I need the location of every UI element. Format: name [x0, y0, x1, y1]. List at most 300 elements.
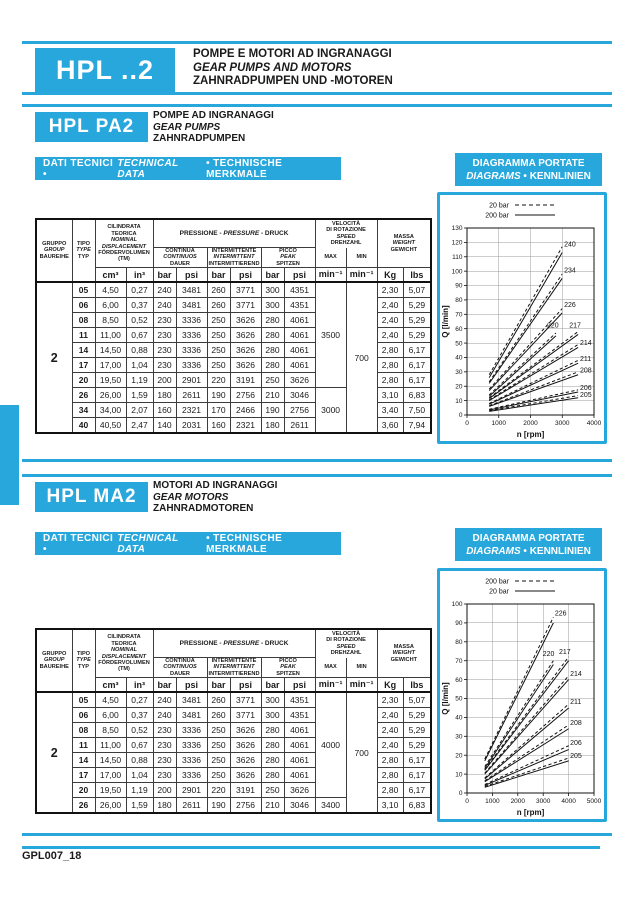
value-cell: 3626 — [230, 738, 261, 753]
diagram-header-line2 — [455, 170, 602, 183]
unit-header: min⁻¹ — [346, 268, 377, 283]
divider — [22, 833, 612, 836]
ma2-badge: HPL MA2 — [35, 482, 148, 512]
value-cell: 2611 — [176, 388, 207, 403]
series-solid-211 — [485, 708, 569, 779]
value-cell: 260 — [207, 692, 230, 708]
diagram-header-line1: DIAGRAMMA PORTATE — [472, 157, 585, 169]
value-cell: 0,27 — [126, 692, 153, 708]
x-tick-label: 0 — [465, 420, 469, 427]
unit-header: lbs — [403, 678, 431, 693]
value-cell: 280 — [261, 768, 284, 783]
value-cell: 19,50 — [95, 373, 126, 388]
value-cell: 6,17 — [403, 343, 431, 358]
unit-header: psi — [230, 268, 261, 283]
series-dashed-205 — [485, 758, 569, 786]
value-cell: 5,07 — [403, 692, 431, 708]
text-line: ZAHNRADMOTOREN — [153, 503, 254, 514]
x-tick-label: 3000 — [535, 798, 551, 805]
ma2-flow-chart — [440, 571, 604, 819]
group-cell: 2 — [36, 282, 72, 433]
value-cell: 4061 — [284, 723, 315, 738]
value-cell: 3336 — [176, 738, 207, 753]
value-cell: 2,30 — [377, 692, 403, 708]
value-cell: 280 — [261, 738, 284, 753]
unit-header: bar — [261, 268, 284, 283]
value-cell: 3481 — [176, 298, 207, 313]
x-tick-label: 2000 — [523, 420, 538, 427]
col-header-picco: PICCO PEAK SPITZEN — [261, 658, 315, 678]
col-header-cilindrata: CILINDRATA TEORICA NOMINAL DISPLACEMENT FÖRDERVOLUMEN (TM) — [95, 629, 153, 678]
value-cell: 3626 — [230, 768, 261, 783]
value-cell: 0,27 — [126, 282, 153, 298]
value-cell: 20 — [72, 373, 95, 388]
value-cell: 3191 — [230, 783, 261, 798]
col-header-continua: CONTINUA CONTINUOS DAUER — [153, 658, 207, 678]
value-cell: 250 — [207, 328, 230, 343]
series-dashed-214 — [489, 345, 578, 400]
legend-label: 20 bar — [489, 202, 509, 210]
col-header-cilindrata: CILINDRATA TEORICA NOMINAL DISPLACEMENT FÖRDERVOLUMEN (TM) — [95, 219, 153, 268]
value-cell: 2901 — [176, 783, 207, 798]
value-cell: 3481 — [176, 282, 207, 298]
value-cell: 2,40 — [377, 328, 403, 343]
value-cell: 280 — [261, 313, 284, 328]
unit-header: min⁻¹ — [315, 678, 346, 693]
value-cell: 2,80 — [377, 768, 403, 783]
value-cell: 1,59 — [126, 388, 153, 403]
value-cell: 3,40 — [377, 403, 403, 418]
value-cell: 260 — [207, 708, 230, 723]
unit-header: lbs — [403, 268, 431, 283]
value-cell: 4061 — [284, 738, 315, 753]
value-cell: 08 — [72, 723, 95, 738]
y-tick-label: 120 — [451, 239, 463, 247]
value-cell: 3336 — [176, 328, 207, 343]
value-cell: 3191 — [230, 373, 261, 388]
series-label: 217 — [558, 649, 571, 657]
series-label: 211 — [570, 699, 582, 707]
value-cell: 0,52 — [126, 723, 153, 738]
value-cell: 4,50 — [95, 282, 126, 298]
series-solid-220 — [489, 336, 556, 396]
series-label: 206 — [580, 384, 592, 392]
value-cell: 280 — [261, 358, 284, 373]
text-segment: TECHNICAL DATA — [117, 532, 179, 555]
value-cell: 180 — [261, 418, 284, 434]
ma2-title — [153, 480, 277, 515]
divider — [22, 846, 600, 849]
value-cell: 3771 — [230, 692, 261, 708]
value-cell: 3771 — [230, 298, 261, 313]
text-line: MOTORI AD INGRANAGGI — [153, 480, 278, 491]
col-header-tipo: TIPO TYPE TYP — [72, 629, 95, 692]
y-tick-label: 50 — [455, 695, 463, 703]
col-header-pressione: PRESSIONE - PRESSURE - DRUCK — [153, 629, 315, 658]
unit-header: psi — [176, 678, 207, 693]
page-side-tab — [0, 405, 19, 505]
value-cell: 0,37 — [126, 298, 153, 313]
col-header-gruppo: GRUPPO GROUP BAUREIHE — [36, 219, 72, 282]
y-tick-label: 60 — [455, 325, 463, 333]
pa2-tech-data-bar — [35, 157, 341, 180]
x-axis-label: n [rpm] — [516, 430, 545, 439]
value-cell: 230 — [153, 723, 176, 738]
col-header-picco: PICCO PEAK SPITZEN — [261, 248, 315, 268]
value-cell: 0,67 — [126, 328, 153, 343]
x-tick-label: 3000 — [555, 420, 570, 427]
value-cell: 190 — [207, 798, 230, 814]
max-speed-cell: 4000 — [315, 692, 346, 798]
value-cell: 3626 — [230, 313, 261, 328]
unit-header: min⁻¹ — [315, 268, 346, 283]
series-label: 226 — [564, 302, 576, 310]
value-cell: 2,80 — [377, 358, 403, 373]
ma2-diagram-header — [455, 528, 602, 561]
text-segment: • KENNLINIEN — [520, 545, 591, 557]
value-cell: 5,29 — [403, 298, 431, 313]
y-tick-label: 30 — [455, 369, 463, 377]
y-tick-label: 80 — [455, 639, 463, 646]
divider — [22, 459, 612, 462]
value-cell: 05 — [72, 692, 95, 708]
col-header-max: MAX — [315, 658, 346, 678]
value-cell: 17 — [72, 768, 95, 783]
value-cell: 250 — [261, 373, 284, 388]
value-cell: 220 — [207, 373, 230, 388]
col-header-gruppo: GRUPPO GROUP BAUREIHE — [36, 629, 72, 692]
text-segment: TECHNICAL DATA — [117, 157, 179, 180]
table-row — [36, 692, 431, 708]
value-cell: 3626 — [284, 373, 315, 388]
value-cell: 3,10 — [377, 388, 403, 403]
value-cell: 26 — [72, 798, 95, 814]
series-label: 214 — [570, 670, 582, 678]
value-cell: 200 — [153, 783, 176, 798]
max-speed-cell: 3500 — [315, 282, 346, 388]
y-tick-label: 80 — [455, 297, 463, 305]
unit-header: cm³ — [95, 678, 126, 693]
value-cell: 230 — [153, 313, 176, 328]
y-tick-label: 100 — [451, 601, 463, 609]
value-cell: 40,50 — [95, 418, 126, 434]
value-cell: 05 — [72, 282, 95, 298]
value-cell: 3626 — [230, 343, 261, 358]
series-label: 208 — [580, 367, 592, 375]
value-cell: 6,17 — [403, 783, 431, 798]
value-cell: 2756 — [284, 403, 315, 418]
value-cell: 4061 — [284, 328, 315, 343]
value-cell: 3626 — [230, 358, 261, 373]
value-cell: 240 — [153, 298, 176, 313]
value-cell: 5,29 — [403, 738, 431, 753]
value-cell: 08 — [72, 313, 95, 328]
value-cell: 1,04 — [126, 768, 153, 783]
y-tick-label: 20 — [455, 752, 463, 760]
series-label: 214 — [580, 340, 592, 348]
value-cell: 160 — [207, 418, 230, 434]
text-segment: • KENNLINIEN — [520, 170, 591, 182]
value-cell: 4351 — [284, 708, 315, 723]
series-label: 205 — [570, 753, 582, 761]
divider — [22, 92, 612, 95]
value-cell: 3626 — [230, 753, 261, 768]
x-tick-label: 4000 — [561, 798, 576, 805]
value-cell: 300 — [261, 282, 284, 298]
value-cell: 5,29 — [403, 313, 431, 328]
value-cell: 2,07 — [126, 403, 153, 418]
value-cell: 2611 — [176, 798, 207, 814]
value-cell: 2,47 — [126, 418, 153, 434]
unit-header: min⁻¹ — [346, 678, 377, 693]
y-axis-label: Q [l/min] — [441, 682, 450, 715]
value-cell: 280 — [261, 343, 284, 358]
value-cell: 2,80 — [377, 783, 403, 798]
value-cell: 2,40 — [377, 313, 403, 328]
value-cell: 06 — [72, 298, 95, 313]
value-cell: 4,50 — [95, 692, 126, 708]
text-segment: DATI TECNICI • — [43, 532, 114, 555]
y-tick-label: 30 — [455, 733, 463, 741]
value-cell: 250 — [207, 358, 230, 373]
ma2-tech-data-bar — [35, 532, 341, 555]
value-cell: 250 — [207, 768, 230, 783]
value-cell: 230 — [153, 753, 176, 768]
value-cell: 3046 — [284, 798, 315, 814]
value-cell: 26,00 — [95, 388, 126, 403]
value-cell: 6,17 — [403, 373, 431, 388]
col-header-continua: CONTINUA CONTINUOS DAUER — [153, 248, 207, 268]
legend-label: 200 bar — [485, 212, 509, 220]
series-solid-208 — [489, 375, 578, 407]
value-cell: 3336 — [176, 313, 207, 328]
text-segment: • TECHNISCHE MERKMALE — [206, 157, 283, 180]
document-code: GPL007_18 — [22, 850, 82, 862]
value-cell: 8,50 — [95, 723, 126, 738]
col-header-intermittente: INTERMITTENTE INTERMITTENT INTERMITTIEREND — [208, 248, 260, 267]
value-cell: 4061 — [284, 313, 315, 328]
y-tick-label: 90 — [455, 620, 463, 628]
value-cell: 34 — [72, 403, 95, 418]
text-line: ZAHNRADPUMPEN — [153, 133, 246, 144]
value-cell: 2,80 — [377, 373, 403, 388]
series-solid-234 — [489, 278, 562, 383]
y-axis-label: Q [l/min] — [441, 305, 450, 338]
text-line: ZAHNRADPUMPEN UND -MOTOREN — [193, 75, 393, 87]
x-axis-label: n [rpm] — [516, 808, 545, 817]
series-label: 208 — [570, 719, 582, 727]
x-tick-label: 1000 — [485, 798, 500, 805]
value-cell: 3771 — [230, 282, 261, 298]
value-cell: 4351 — [284, 692, 315, 708]
unit-header: bar — [207, 678, 230, 693]
value-cell: 5,29 — [403, 723, 431, 738]
value-cell: 3481 — [176, 708, 207, 723]
col-header-pressione: PRESSIONE - PRESSURE - DRUCK — [153, 219, 315, 248]
value-cell: 250 — [207, 343, 230, 358]
value-cell: 240 — [153, 282, 176, 298]
value-cell: 3626 — [230, 328, 261, 343]
value-cell: 3,60 — [377, 418, 403, 434]
value-cell: 2756 — [230, 798, 261, 814]
y-tick-label: 0 — [458, 412, 463, 420]
value-cell: 6,00 — [95, 708, 126, 723]
value-cell: 7,50 — [403, 403, 431, 418]
value-cell: 14 — [72, 343, 95, 358]
col-header-massa: MASSA WEIGHT GEWICHT — [377, 629, 431, 678]
value-cell: 300 — [261, 298, 284, 313]
value-cell: 4351 — [284, 282, 315, 298]
col-header-velocita: VELOCITÀ DI ROTAZIONE SPEED DREHZAHL — [315, 219, 377, 248]
value-cell: 17,00 — [95, 768, 126, 783]
value-cell: 2611 — [284, 418, 315, 434]
series-label: 211 — [580, 356, 592, 364]
divider — [22, 474, 612, 477]
pa2-data-table — [35, 218, 432, 434]
x-tick-label: 5000 — [586, 798, 602, 805]
text-line: POMPE AD INGRANAGGI — [153, 110, 274, 121]
value-cell: 17,00 — [95, 358, 126, 373]
series-label: 220 — [542, 650, 555, 658]
text-line: GEAR MOTORS — [153, 491, 229, 503]
value-cell: 14 — [72, 753, 95, 768]
value-cell: 250 — [261, 783, 284, 798]
y-tick-label: 90 — [455, 282, 463, 290]
max-speed-cell: 3400 — [315, 798, 346, 814]
series-dashed-226 — [489, 309, 562, 390]
value-cell: 3,10 — [377, 798, 403, 814]
value-cell: 5,29 — [403, 708, 431, 723]
col-header-massa: MASSA WEIGHT GEWICHT — [377, 219, 431, 268]
series-label: 206 — [570, 739, 582, 747]
value-cell: 2,40 — [377, 708, 403, 723]
value-cell: 11,00 — [95, 328, 126, 343]
value-cell: 230 — [153, 343, 176, 358]
value-cell: 2,80 — [377, 753, 403, 768]
y-tick-label: 130 — [451, 225, 463, 233]
pa2-diagram-header — [455, 153, 602, 186]
value-cell: 2901 — [176, 373, 207, 388]
value-cell: 19,50 — [95, 783, 126, 798]
value-cell: 1,19 — [126, 783, 153, 798]
value-cell: 6,17 — [403, 768, 431, 783]
value-cell: 300 — [261, 692, 284, 708]
ma2-data-table — [35, 628, 432, 814]
divider — [22, 41, 612, 44]
y-tick-label: 40 — [455, 714, 463, 722]
value-cell: 20 — [72, 783, 95, 798]
table-row — [36, 282, 431, 298]
value-cell: 280 — [261, 723, 284, 738]
value-cell: 230 — [153, 768, 176, 783]
series-badge: HPL ..2 — [35, 48, 175, 92]
value-cell: 250 — [207, 723, 230, 738]
value-cell: 1,04 — [126, 358, 153, 373]
value-cell: 210 — [261, 388, 284, 403]
series-solid-214 — [485, 680, 569, 775]
value-cell: 0,88 — [126, 753, 153, 768]
value-cell: 8,50 — [95, 313, 126, 328]
value-cell: 300 — [261, 708, 284, 723]
value-cell: 7,94 — [403, 418, 431, 434]
value-cell: 250 — [207, 753, 230, 768]
value-cell: 2756 — [230, 388, 261, 403]
y-tick-label: 70 — [455, 311, 463, 319]
unit-header: bar — [207, 268, 230, 283]
series-dashed-214 — [485, 676, 569, 773]
series-dashed-220 — [489, 333, 556, 395]
value-cell: 280 — [261, 328, 284, 343]
value-cell: 6,00 — [95, 298, 126, 313]
text-segment: DATI TECNICI • — [43, 157, 114, 180]
min-speed-cell: 700 — [346, 282, 377, 433]
value-cell: 2321 — [230, 418, 261, 434]
unit-header: in³ — [126, 678, 153, 693]
value-cell: 3626 — [230, 723, 261, 738]
series-label: 234 — [564, 267, 576, 275]
value-cell: 3046 — [284, 388, 315, 403]
value-cell: 1,59 — [126, 798, 153, 814]
value-cell: 5,29 — [403, 328, 431, 343]
value-cell: 2031 — [176, 418, 207, 434]
value-cell: 250 — [207, 313, 230, 328]
value-cell: 140 — [153, 418, 176, 434]
value-cell: 160 — [153, 403, 176, 418]
text-segment: DIAGRAMS — [466, 170, 521, 182]
value-cell: 2,80 — [377, 343, 403, 358]
series-label: 205 — [580, 392, 592, 400]
value-cell: 0,37 — [126, 708, 153, 723]
value-cell: 26,00 — [95, 798, 126, 814]
value-cell: 0,52 — [126, 313, 153, 328]
value-cell: 3771 — [230, 708, 261, 723]
unit-header: psi — [284, 268, 315, 283]
value-cell: 14,50 — [95, 343, 126, 358]
value-cell: 11 — [72, 738, 95, 753]
unit-header: cm³ — [95, 268, 126, 283]
col-header-intermittente: INTERMITTENTE INTERMITTENT INTERMITTIEREND — [208, 658, 260, 677]
value-cell: 240 — [153, 708, 176, 723]
value-cell: 3336 — [176, 753, 207, 768]
unit-header: in³ — [126, 268, 153, 283]
text-line: GEAR PUMPS AND MOTORS — [193, 61, 352, 74]
value-cell: 17 — [72, 358, 95, 373]
series-label: 226 — [554, 610, 567, 618]
unit-header: psi — [176, 268, 207, 283]
value-cell: 210 — [261, 798, 284, 814]
unit-header: psi — [284, 678, 315, 693]
value-cell: 26 — [72, 388, 95, 403]
value-cell: 4061 — [284, 358, 315, 373]
unit-header: Kg — [377, 678, 403, 693]
text-line: GEAR PUMPS — [153, 121, 221, 133]
y-tick-label: 10 — [455, 397, 463, 405]
value-cell: 230 — [153, 738, 176, 753]
y-tick-label: 0 — [458, 790, 463, 798]
text-line: POMPE E MOTORI AD INGRANAGGI — [193, 48, 392, 60]
col-header-min: MIN — [346, 658, 377, 678]
text-segment: DIAGRAMS — [466, 545, 521, 557]
value-cell: 4061 — [284, 343, 315, 358]
value-cell: 2,40 — [377, 723, 403, 738]
value-cell: 200 — [153, 373, 176, 388]
x-tick-label: 1000 — [491, 420, 506, 427]
value-cell: 40 — [72, 418, 95, 434]
value-cell: 06 — [72, 708, 95, 723]
x-tick-label: 0 — [465, 798, 469, 805]
page-title — [193, 48, 393, 89]
value-cell: 3481 — [176, 692, 207, 708]
